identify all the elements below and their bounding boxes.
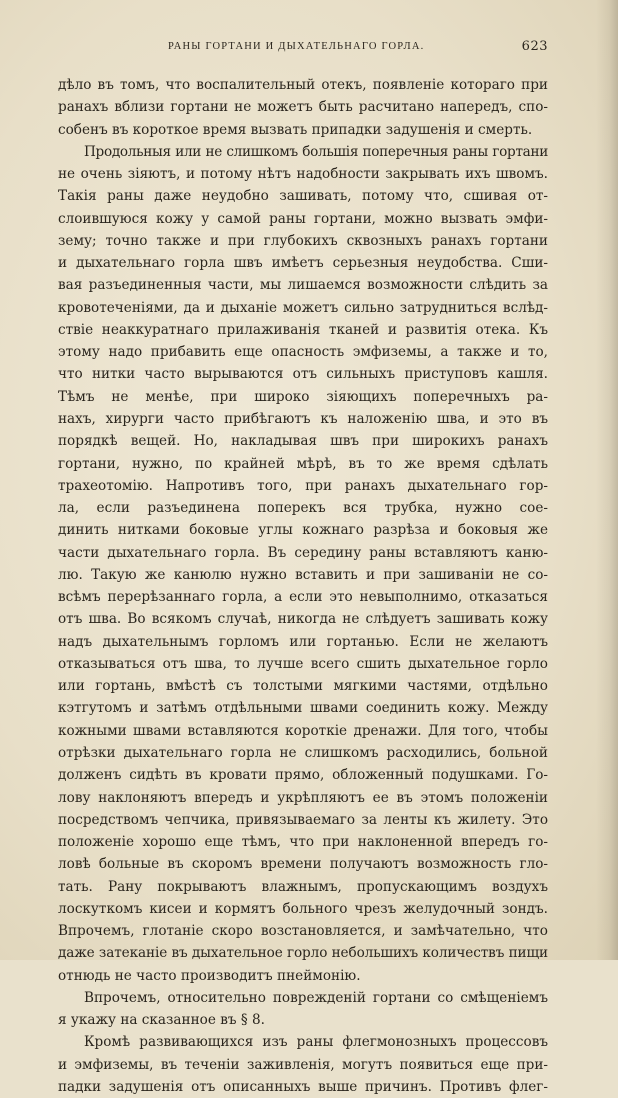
text-line: положеніе хорошо еще тѣмъ, что при наклоненной впередъ го- — [58, 834, 548, 851]
text-line: Продольныя или не слишкомъ большія поперечныя раны гортани — [84, 143, 548, 160]
text-line: долженъ сидѣть въ кровати прямо, обложенный подушками. Го- — [58, 767, 548, 784]
page-number: 623 — [521, 39, 548, 54]
text-line: кэтгутомъ и затѣмъ отдѣльными швами соединить кожу. Между — [58, 700, 548, 717]
text-line: лоскуткомъ кисеи и кормятъ больного чрезъ желудочный зондъ. — [58, 900, 548, 917]
text-line: динить нитками боковые углы кожнаго разрѣза и боковыя же — [58, 522, 548, 539]
text-line: отъ шва. Во всякомъ случаѣ, никогда не слѣдуетъ зашивать кожу — [58, 611, 548, 628]
text-line: Такія раны даже неудобно зашивать, потому что, сшивая от- — [58, 188, 548, 205]
text-line: тать. Рану покрываютъ влажнымъ, пропускающимъ воздухъ — [58, 878, 548, 895]
text-line: отказываться отъ шва, то лучше всего сшить дыхательное горло — [58, 655, 548, 672]
text-line: части дыхательнаго горла. Въ середину раны вставляютъ каню- — [58, 544, 548, 561]
text-line: дѣло въ томъ, что воспалительный отекъ, появленіе котораго при — [58, 77, 548, 93]
running-title: РАНЫ ГОРТАНИ И ДЫХАТЕЛЬНАГО ГОРЛА. — [168, 41, 425, 52]
text-line: гортани, нужно, по крайней мѣрѣ, въ то же время сдѣлать — [58, 455, 548, 472]
text-line: или гортань, вмѣстѣ съ толстыми мягкими частями, отдѣльно — [58, 678, 548, 695]
text-line: всѣмъ перерѣзаннаго горла, а если это невыполнимо, отказаться — [58, 589, 548, 606]
text-line: и дыхательнаго горла швъ имѣетъ серьезныя неудобства. Сши- — [58, 255, 548, 272]
text-line: кожными швами вставляются короткіе дренажи. Для того, чтобы — [58, 722, 548, 739]
text-line: я укажу на сказанное въ § 8. — [58, 1012, 265, 1029]
text-line: порядкѣ вещей. Но, накладывая швъ при широкихъ ранахъ — [58, 433, 548, 450]
text-line: этому надо прибавить еще опасность эмфиземы, а также и то, — [58, 344, 548, 361]
body-text — [58, 74, 548, 1098]
text-line: Кромѣ развивающихся изъ раны флегмонозныхъ процессовъ — [84, 1034, 548, 1051]
text-line: отрѣзки дыхательнаго горла не слишкомъ расходились, больной — [58, 744, 548, 761]
text-line: слоившуюся кожу у самой раны гортани, можно вызвать эмфи- — [58, 210, 548, 227]
text-line: собенъ въ короткое время вызвать припадки задушенія и смерть. — [58, 121, 533, 138]
text-line: не очень зіяютъ, и потому нѣтъ надобности закрывать ихъ швомъ. — [58, 166, 548, 183]
text-line: что нитки часто вырываются отъ сильныхъ приступовъ кашля. — [58, 366, 548, 383]
text-line: и эмфиземы, въ теченіи заживленія, могутъ появиться еще при- — [58, 1056, 548, 1073]
text-line: даже затеканіе въ дыхательное горло небольшихъ количествъ пищи — [58, 945, 548, 962]
text-line: ствіе неаккуратнаго прилаживанія тканей и развитія отека. Къ — [58, 321, 548, 338]
text-line: лову наклоняютъ впередъ и укрѣпляютъ ее въ этомъ положеніи — [58, 789, 548, 806]
text-line: зему; точно также и при глубокихъ сквозныхъ ранахъ гортани — [58, 232, 548, 249]
text-line: кровотеченіями, да и дыханіе можетъ сильно затрудниться вслѣд- — [58, 299, 548, 316]
text-line: лю. Такую же канюлю нужно вставить и при зашиваніи не со- — [58, 566, 548, 583]
text-line: посредствомъ чепчика, привязываемаго за ленты къ жилету. Это — [58, 811, 548, 828]
text-line: Тѣмъ не менѣе, при широко зіяющихъ поперечныхъ ра- — [58, 388, 548, 405]
text-line: вая разъединенныя части, мы лишаемся возможности слѣдить за — [58, 277, 548, 294]
page-edge-shadow — [596, 0, 618, 960]
text-line: падки задушенія отъ описанныхъ выше причинъ. Противъ флег- — [58, 1078, 548, 1095]
text-line: надъ дыхательнымъ горломъ или гортанью. Если не желаютъ — [58, 633, 548, 650]
text-line: отнюдь не часто производитъ пнеймонію. — [58, 967, 361, 984]
text-line: ловѣ больные въ скоромъ времени получаютъ возможность гло- — [58, 856, 548, 873]
text-line: Впрочемъ, глотаніе скоро возстановляется, и замѣчательно, что — [58, 923, 548, 940]
text-line: трахеотомію. Напротивъ того, при ранахъ дыхательнаго гор- — [58, 477, 548, 494]
text-line: Впрочемъ, относительно поврежденій гортани со смѣщеніемъ — [84, 989, 548, 1006]
text-line: ла, если разъединена поперекъ вся трубка, нужно сое- — [58, 500, 548, 517]
text-line: нахъ, хирурги часто прибѣгаютъ къ наложенію шва, и это въ — [58, 410, 548, 427]
page-header — [58, 38, 548, 58]
text-line: ранахъ вблизи гортани не можетъ быть расчитано напередъ, спо- — [58, 99, 548, 116]
